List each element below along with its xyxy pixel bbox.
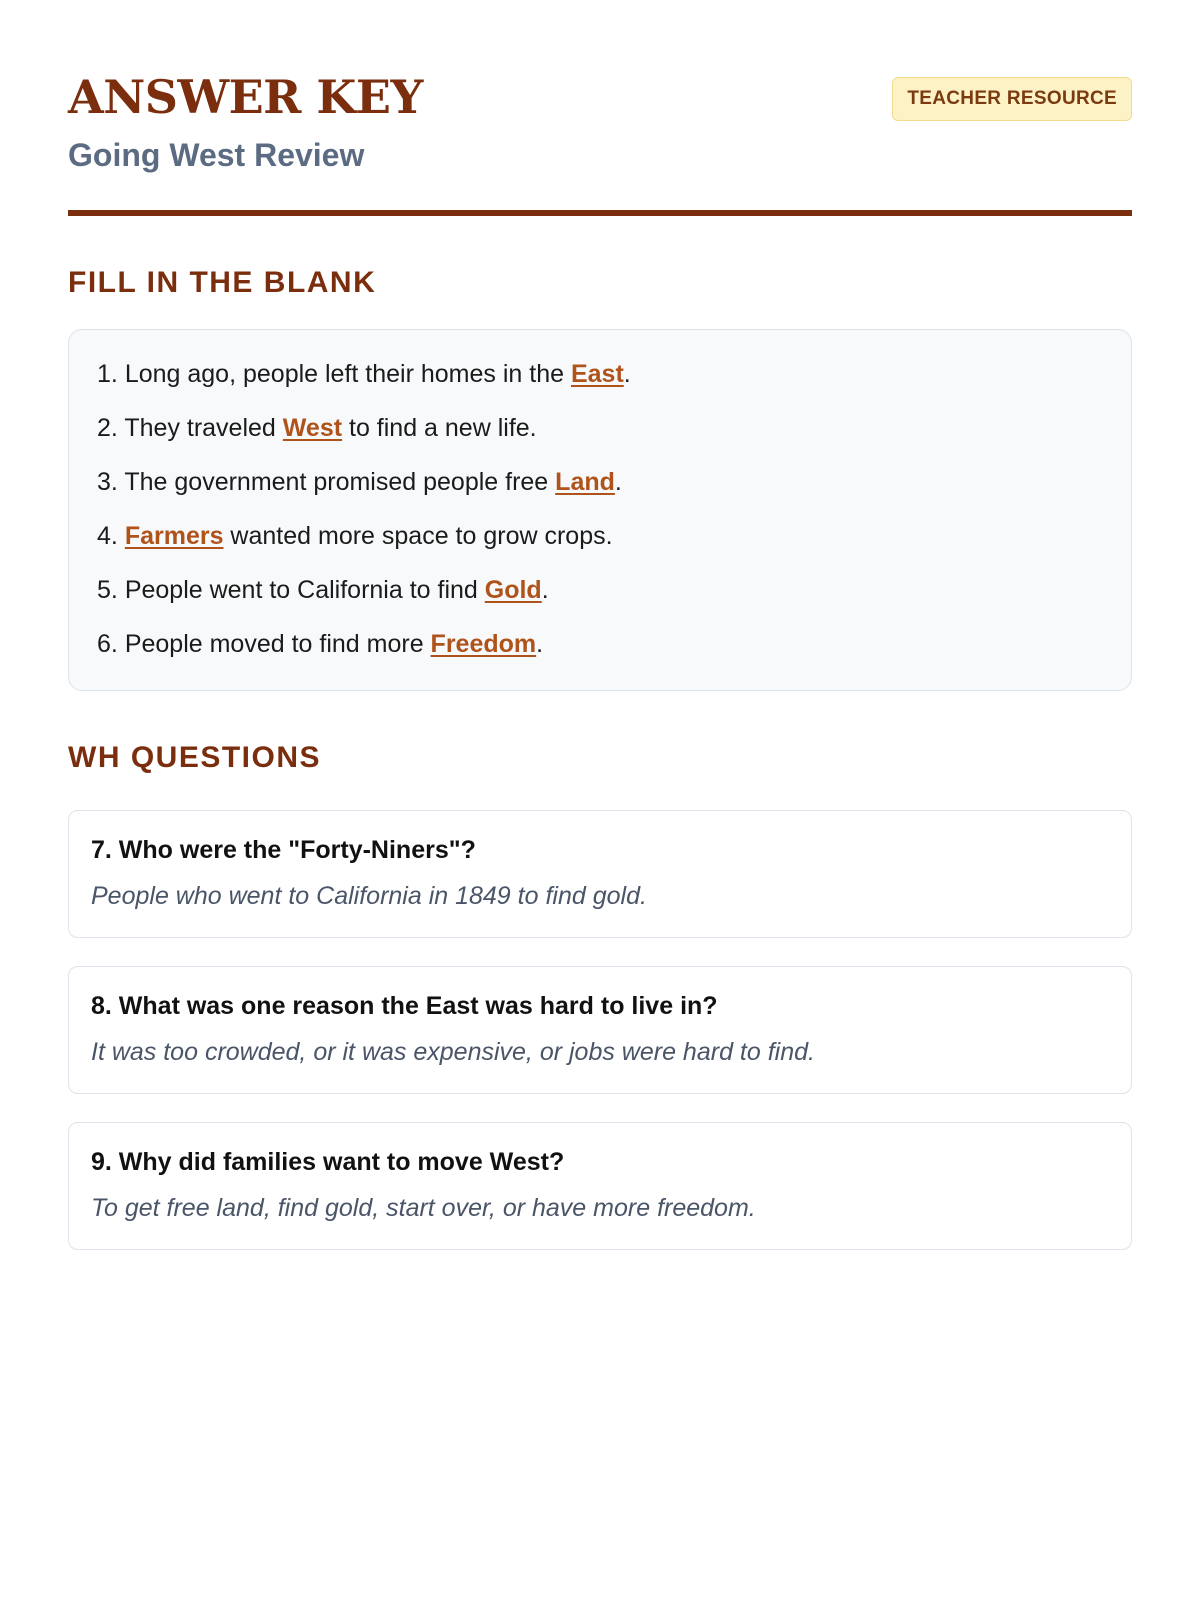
item-text-before: The government promised people free — [124, 468, 556, 496]
page-subtitle: Going West Review — [68, 137, 365, 173]
wh-questions-heading: WH QUESTIONS — [68, 741, 322, 774]
answer-word: Freedom — [430, 630, 537, 658]
page-header — [68, 68, 1132, 200]
item-number: 6. — [97, 630, 118, 658]
item-text-before: People went to California to find — [124, 576, 485, 604]
wh-question-card — [68, 810, 1132, 938]
answer-text: To get free land, find gold, start over, or have more freedom. — [91, 1194, 756, 1222]
item-text-before: People moved to find more — [124, 630, 431, 658]
list-item — [97, 356, 1103, 392]
item-text-before: Long ago, people left their homes in the — [124, 360, 571, 388]
item-number: 4. — [97, 522, 118, 550]
fill-in-blank-heading: FILL IN THE BLANK — [68, 266, 377, 299]
list-item — [97, 410, 1103, 446]
list-item — [97, 626, 1103, 662]
wh-question-card — [68, 1122, 1132, 1250]
answer-text: People who went to California in 1849 to find gold. — [91, 882, 647, 910]
answer-word: East — [570, 360, 624, 388]
header-divider — [68, 210, 1132, 216]
item-text-after: . — [623, 360, 631, 388]
list-item — [97, 572, 1103, 608]
item-number: 5. — [97, 576, 118, 604]
list-item — [97, 464, 1103, 500]
answer-word: Farmers — [124, 522, 224, 550]
answer-text: It was too crowded, or it was expensive, or jobs were hard to find. — [91, 1038, 815, 1066]
teacher-resource-badge: TEACHER RESOURCE — [892, 77, 1132, 121]
list-item — [97, 518, 1103, 554]
item-text-before: They traveled — [124, 414, 283, 442]
item-number: 3. — [97, 468, 118, 496]
question-text: 7. Who were the "Forty-Niners"? — [91, 836, 476, 864]
item-text-after: . — [541, 576, 549, 604]
fill-in-blank-list — [68, 329, 1132, 691]
item-text-after: . — [536, 630, 544, 658]
answer-word: Gold — [484, 576, 542, 604]
item-text-after: . — [614, 468, 622, 496]
answer-word: West — [282, 414, 343, 442]
item-text-after: to find a new life. — [342, 414, 537, 442]
wh-question-card — [68, 966, 1132, 1094]
answer-word: Land — [555, 468, 615, 496]
page-title: ANSWER KEY — [68, 70, 423, 124]
item-number: 2. — [97, 414, 118, 442]
question-text: 8. What was one reason the East was hard to live in? — [91, 992, 718, 1020]
item-number: 1. — [97, 360, 118, 388]
item-text-after: wanted more space to grow crops. — [223, 522, 613, 550]
question-text: 9. Why did families want to move West? — [91, 1148, 565, 1176]
